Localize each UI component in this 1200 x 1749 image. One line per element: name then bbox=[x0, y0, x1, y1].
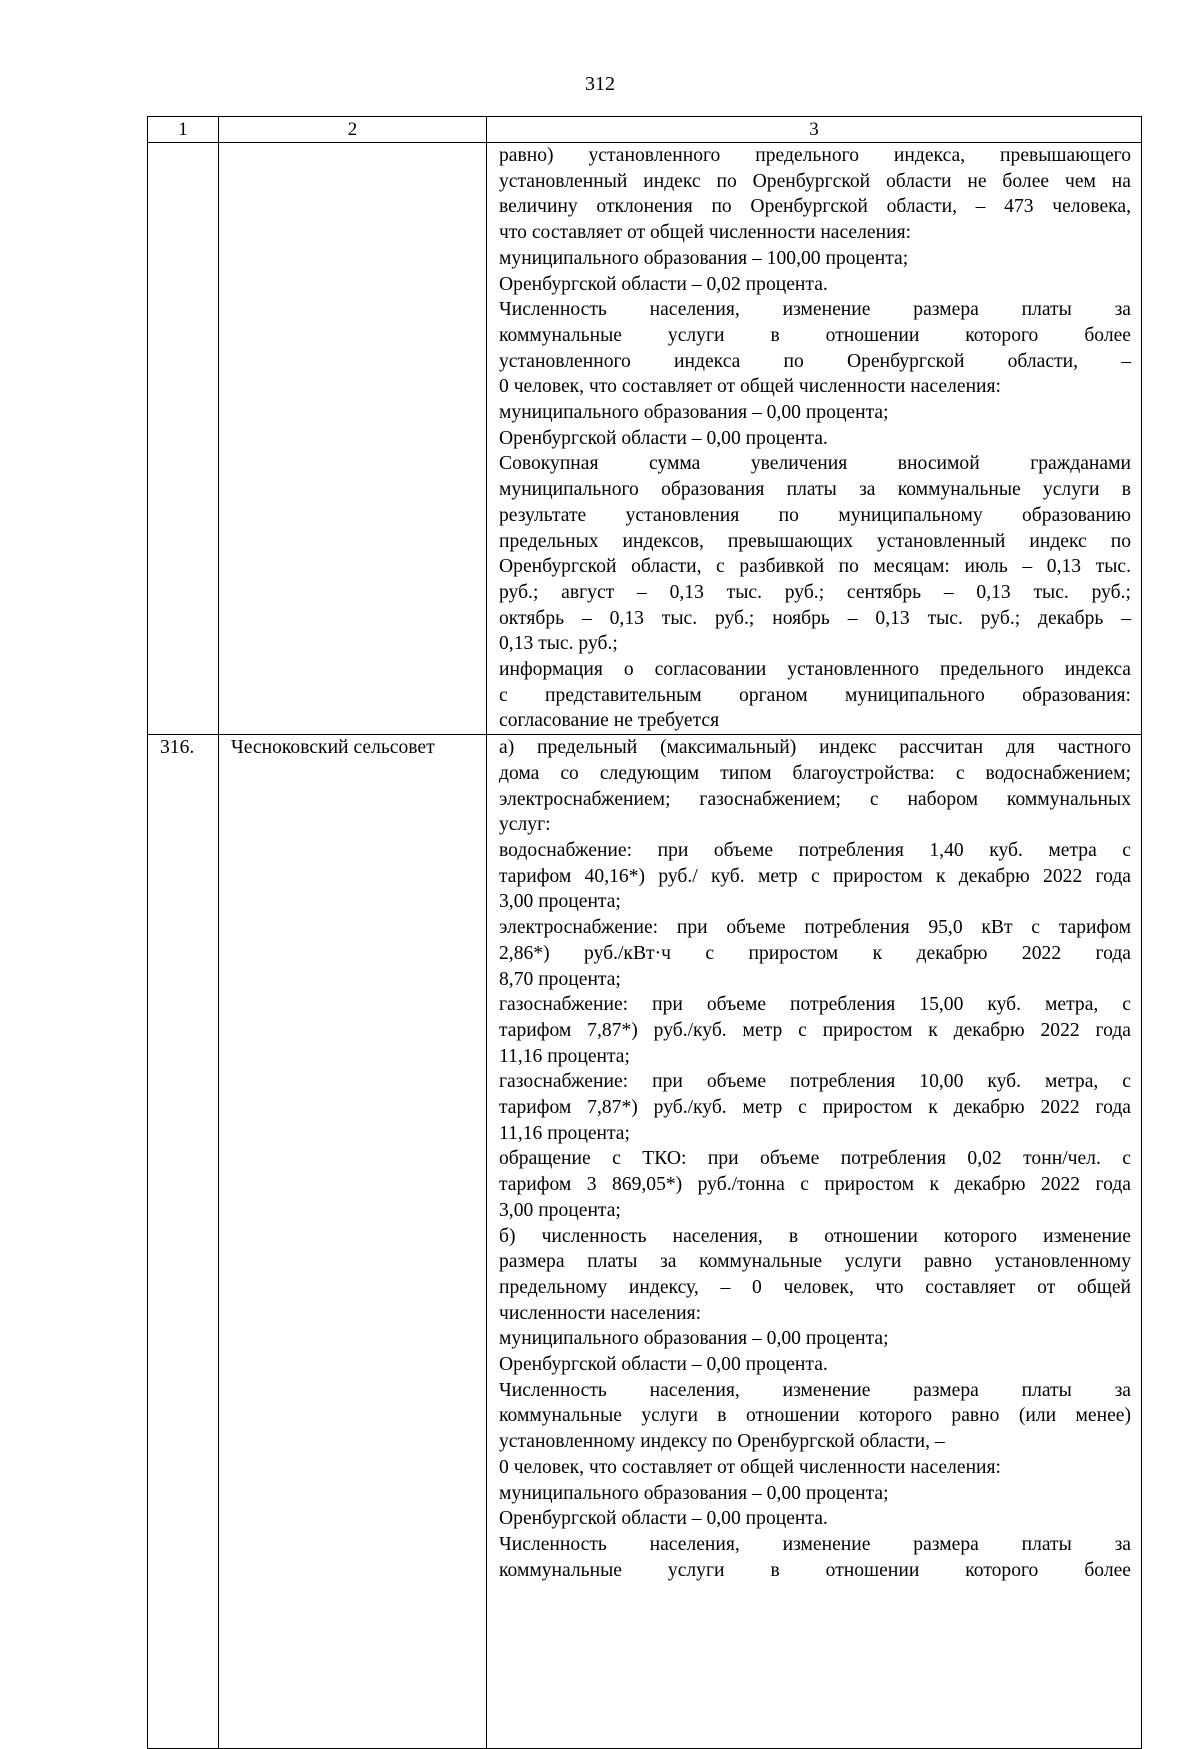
text-line: предельных индексов, превышающих установленный индекс по bbox=[499, 530, 1131, 552]
text-line: информация о согласовании установленного предельного индекса bbox=[499, 659, 1131, 681]
text-line: муниципального образования – 100,00 процента; bbox=[499, 247, 909, 269]
text-line: Численность населения, изменение размера платы за bbox=[499, 1533, 1131, 1555]
row-description bbox=[487, 735, 1142, 1749]
text-line: Совокупная сумма увеличения вносимой гражданами bbox=[499, 453, 1131, 475]
text-line: установленного индекса по Оренбургской области, – bbox=[499, 350, 1131, 372]
municipality-name: Чесноковский сельсовет bbox=[219, 735, 487, 1749]
text-line: 0 человек, что составляет от общей численности населения: bbox=[499, 376, 1002, 398]
text-line: Оренбургской области – 0,00 процента. bbox=[499, 1354, 828, 1376]
text-line: тарифом 7,87*) руб./куб. метр с приростом к декабрю 2022 года bbox=[499, 1097, 1131, 1119]
text-line: муниципального образования – 0,00 процента; bbox=[499, 1482, 889, 1504]
text-line: электроснабжение: при объеме потребления 95,0 кВт с тарифом bbox=[499, 917, 1131, 939]
text-line: дома со следующим типом благоустройства: с водоснабжением; bbox=[499, 762, 1131, 784]
text-line: Оренбургской области, с разбивкой по месяцам: июль – 0,13 тыс. bbox=[499, 556, 1131, 578]
text-line: Оренбургской области – 0,00 процента. bbox=[499, 427, 828, 449]
text-line: 11,16 процента; bbox=[499, 1045, 630, 1067]
text-line: 3,00 процента; bbox=[499, 891, 621, 913]
text-line: 8,70 процента; bbox=[499, 968, 621, 990]
column-header-2: 2 bbox=[219, 117, 487, 143]
text-line: размера платы за коммунальные услуги равно установленному bbox=[499, 1251, 1131, 1273]
text-line: Оренбургской области – 0,00 процента. bbox=[499, 1508, 828, 1530]
text-line: электроснабжением; газоснабжением; с набором коммунальных bbox=[499, 788, 1131, 810]
text-line: Оренбургской области – 0,02 процента. bbox=[499, 273, 828, 295]
table-header-row bbox=[148, 117, 1142, 143]
row-description bbox=[487, 143, 1142, 735]
text-line: что составляет от общей численности населения: bbox=[499, 222, 912, 244]
text-line: 2,86*) руб./кВт·ч с приростом к декабрю 2022 года bbox=[499, 942, 1131, 964]
text-line: коммунальные услуги в отношении которого равно (или менее) bbox=[499, 1405, 1131, 1427]
text-line: согласование не требуется bbox=[499, 710, 720, 732]
text-line: с представительным органом муниципального образования: bbox=[499, 684, 1131, 706]
text-line: услуг: bbox=[499, 814, 551, 836]
column-header-1: 1 bbox=[148, 117, 219, 143]
text-line: обращение с ТКО: при объеме потребления 0,02 тонн/чел. с bbox=[499, 1148, 1131, 1170]
text-line: газоснабжение: при объеме потребления 15,00 куб. метра, с bbox=[499, 994, 1131, 1016]
municipality-name bbox=[219, 143, 487, 735]
text-line: б) численность населения, в отношении которого изменение bbox=[499, 1225, 1131, 1247]
text-line: коммунальные услуги в отношении которого более bbox=[499, 324, 1131, 346]
text-line: руб.; август – 0,13 тыс. руб.; сентябрь – 0,13 тыс. руб.; bbox=[499, 581, 1131, 603]
text-line: Численность населения, изменение размера платы за bbox=[499, 299, 1131, 321]
column-header-3: 3 bbox=[487, 117, 1142, 143]
text-line: тарифом 3 869,05*) руб./тонна с приростом к декабрю 2022 года bbox=[499, 1174, 1131, 1196]
text-line: газоснабжение: при объеме потребления 10,00 куб. метра, с bbox=[499, 1071, 1131, 1093]
document-table bbox=[147, 116, 1142, 1749]
text-line: 0 человек, что составляет от общей численности населения: bbox=[499, 1456, 1002, 1478]
text-line: результате установления по муниципальному образованию bbox=[499, 504, 1131, 526]
text-line: муниципального образования – 0,00 процента; bbox=[499, 1328, 889, 1350]
text-line: численности населения: bbox=[499, 1302, 702, 1324]
text-line: 0,13 тыс. руб.; bbox=[499, 633, 618, 655]
text-line: 3,00 процента; bbox=[499, 1199, 621, 1221]
text-line: тарифом 40,16*) руб./ куб. метр с приростом к декабрю 2022 года bbox=[499, 865, 1131, 887]
text-line: водоснабжение: при объеме потребления 1,40 куб. метра с bbox=[499, 839, 1131, 861]
row-number: 316. bbox=[148, 735, 219, 1749]
page-number: 312 bbox=[585, 73, 615, 95]
row-number bbox=[148, 143, 219, 735]
table-row bbox=[148, 143, 1142, 735]
text-line: муниципального образования платы за коммунальные услуги в bbox=[499, 479, 1131, 501]
text-line: муниципального образования – 0,00 процента; bbox=[499, 402, 889, 424]
text-line: а) предельный (максимальный) индекс рассчитан для частного bbox=[499, 737, 1131, 759]
text-line: равно) установленного предельного индекса, превышающего bbox=[499, 145, 1131, 166]
table-row bbox=[148, 735, 1142, 1749]
text-line: коммунальные услуги в отношении которого более bbox=[499, 1559, 1131, 1581]
text-line: Численность населения, изменение размера платы за bbox=[499, 1379, 1131, 1401]
text-line: 11,16 процента; bbox=[499, 1122, 630, 1144]
text-line: установленный индекс по Оренбургской области не более чем на bbox=[499, 170, 1131, 192]
text-line: величину отклонения по Оренбургской области, – 473 человека, bbox=[499, 196, 1131, 218]
text-line: тарифом 7,87*) руб./куб. метр с приростом к декабрю 2022 года bbox=[499, 1019, 1131, 1041]
text-line: предельному индексу, – 0 человек, что составляет от общей bbox=[499, 1276, 1131, 1298]
text-line: октябрь – 0,13 тыс. руб.; ноябрь – 0,13 тыс. руб.; декабрь – bbox=[499, 607, 1131, 629]
text-line: установленному индексу по Оренбургской области, – bbox=[499, 1431, 945, 1453]
